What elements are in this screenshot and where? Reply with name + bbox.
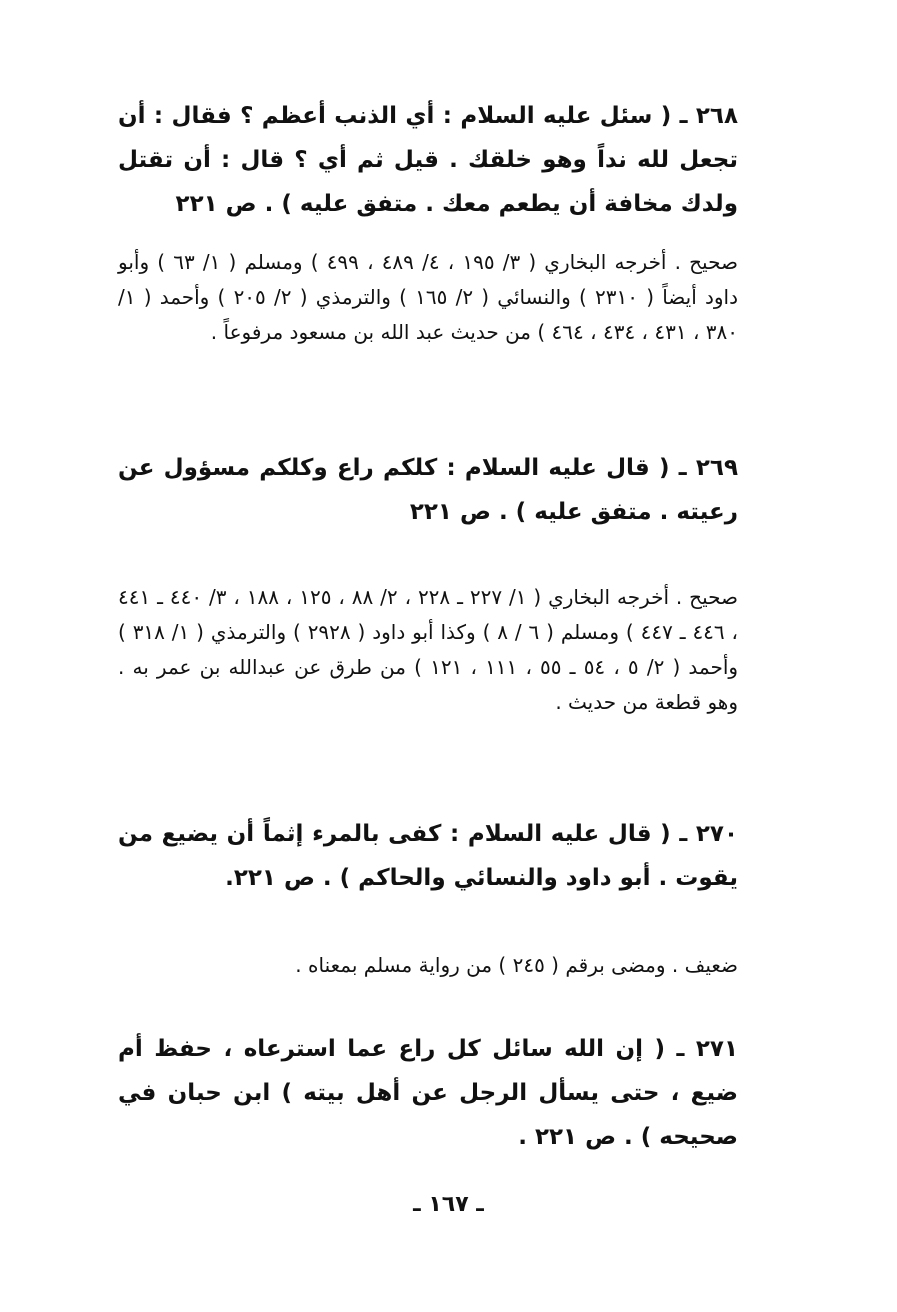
takhrij-268: صحيح . أخرجه البخاري ( ٣/ ١٩٥ ، ٤/ ٤٨٩ ، ٤٩٩ ) ومسلم ( ١/ ٦٣ ) وأبو داود أيضاً ( ٢٣١٠ ) والنسائي ( ٢/ ١٦٥ ) والترمذي ( ٢/ ٢٠٥ ) وأحمد ( ١/ ٣٨٠ ، ٤٣١ ، ٤٣٤ ، ٤٦٤ ) من حديث عبد الله بن مسعود مرفوعاً . (118, 250, 738, 344)
hadith-269: ٢٦٩ ـ ( قال عليه السلام : كلكم راع وكلكم مسؤول عن رعيته . متفق عليه ) . ص ٢٢١ (118, 455, 738, 525)
takhrij-269: صحيح . أخرجه البخاري ( ١/ ٢٢٧ ـ ٢٢٨ ، ٢/ ٨٨ ، ١٢٥ ، ١٨٨ ، ٣/ ٤٤٠ ـ ٤٤١ ، ٤٤٦ ـ ٤٤٧ ) ومسلم ( ٦ / ٨ ) وكذا أبو داود ( ٢٩٢٨ ) والترمذي ( ١/ ٣١٨ ) وأحمد ( ٢/ ٥ ، ٥٤ ـ ٥٥ ، ١١١ ، ١٢١ ) من طرق عن عبدالله بن عمر به . وهو قطعة من حديث . (118, 585, 739, 714)
takhrij-270: ضعيف . ومضى برقم ( ٢٤٥ ) من رواية مسلم بمعناه . (295, 953, 738, 977)
page-number: ـ ١٦٧ ـ (413, 1192, 484, 1217)
hadith-270: ٢٧٠ ـ ( قال عليه السلام : كفى بالمرء إثماً أن يضيع من يقوت . أبو داود والنسائي والحاكم ) . ص ٢٢١. (118, 821, 738, 891)
hadith-268: ٢٦٨ ـ ( سئل عليه السلام : أي الذنب أعظم ؟ فقال : أن تجعل لله نداً وهو خلقك . قيل ثم أي ؟ قال : أن تقتل ولدك مخافة أن يطعم معك . متفق عليه ) . ص ٢٢١ (118, 103, 738, 217)
hadith-271: ٢٧١ ـ ( إن الله سائل كل راع عما استرعاه ، حفظ أم ضيع ، حتى يسأل الرجل عن أهل بيته ) ابن حبان في صحيحه ) . ص ٢٢١ . (118, 1036, 738, 1150)
